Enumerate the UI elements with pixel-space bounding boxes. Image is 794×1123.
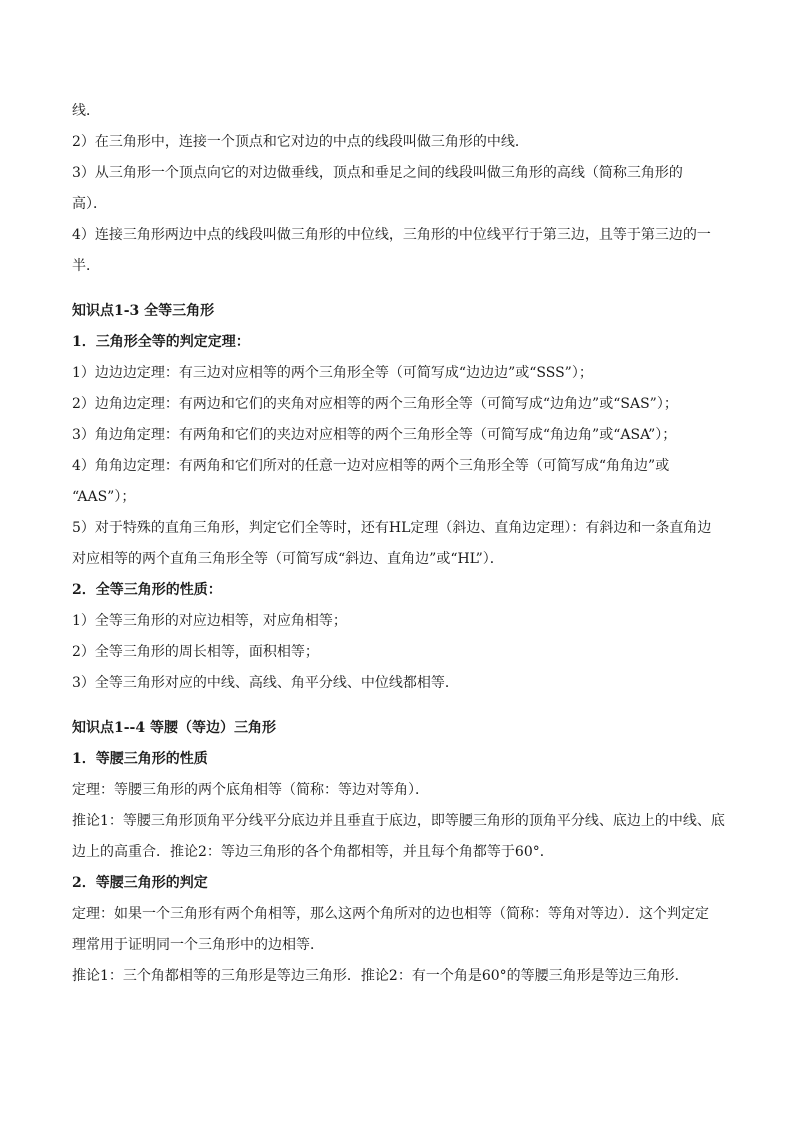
text-line: 高）． bbox=[72, 196, 107, 212]
text-line: 线． bbox=[72, 103, 100, 119]
section-heading-congruent: 知识点1-3 全等三角形 bbox=[72, 303, 215, 319]
text-line: 2）全等三角形的周长相等，面积相等； bbox=[72, 644, 319, 660]
text-line: 理常用于证明同一个三角形中的边相等． bbox=[72, 937, 324, 953]
section-heading-isosceles: 知识点1--4 等腰（等边）三角形 bbox=[72, 720, 276, 736]
text-line: 1）全等三角形的对应边相等，对应角相等； bbox=[72, 613, 347, 629]
text-line: “AAS”）； bbox=[72, 489, 136, 505]
text-line: 边上的高重合．推论2：等边三角形的各个角都相等，并且每个角都等于60°． bbox=[72, 844, 554, 860]
text-line: 推论1：三个角都相等的三角形是等边三角形．推论2：有一个角是60°的等腰三角形是等边三角形． bbox=[72, 968, 689, 984]
text-line: 推论1：等腰三角形顶角平分线平分底边并且垂直于底边，即等腰三角形的顶角平分线、底边上的中线、底 bbox=[72, 813, 725, 829]
text-line: 对应相等的两个直角三角形全等（可简写成“斜边、直角边”或“HL”）． bbox=[72, 551, 504, 567]
text-line: 2）在三角形中，连接一个顶点和它对边的中点的线段叫做三角形的中线． bbox=[72, 134, 529, 150]
subheading-congruence-criteria: 1．三角形全等的判定定理： bbox=[72, 334, 250, 350]
text-line: 5）对于特殊的直角三角形，判定它们全等时，还有HL定理（斜边、直角边定理）：有斜边和一条直角边 bbox=[72, 520, 712, 536]
text-line: 1）边边边定理：有三边对应相等的两个三角形全等（可简写成“边边边”或“SSS”）； bbox=[72, 365, 593, 381]
text-line: 定理：如果一个三角形有两个角相等，那么这两个角所对的边也相等（简称：等角对等边）．这个判定定 bbox=[72, 906, 709, 922]
subheading-isosceles-properties: 1．等腰三角形的性质 bbox=[72, 751, 208, 767]
subheading-congruent-properties: 2．全等三角形的性质： bbox=[72, 582, 222, 598]
text-line: 定理：等腰三角形的两个底角相等（简称：等边对等角）． bbox=[72, 782, 429, 798]
subheading-isosceles-criteria: 2．等腰三角形的判定 bbox=[72, 875, 208, 891]
text-line: 半． bbox=[72, 258, 100, 274]
text-line: 4）连接三角形两边中点的线段叫做三角形的中位线，三角形的中位线平行于第三边，且等于第三边的一 bbox=[72, 227, 711, 243]
section-gap bbox=[72, 282, 727, 296]
section-gap bbox=[72, 699, 727, 713]
text-line: 2）边角边定理：有两边和它们的夹角对应相等的两个三角形全等（可简写成“边角边”或“SAS”）； bbox=[72, 396, 678, 412]
text-line: 4）角角边定理：有两角和它们所对的任意一边对应相等的两个三角形全等（可简写成“角角边”或 bbox=[72, 458, 670, 474]
text-line: 3）角边角定理：有两角和它们的夹边对应相等的两个三角形全等（可简写成“角边角”或“ASA”）； bbox=[72, 427, 677, 443]
document-page bbox=[72, 96, 727, 992]
text-line: 3）全等三角形对应的中线、高线、角平分线、中位线都相等． bbox=[72, 675, 459, 691]
text-line: 3）从三角形一个顶点向它的对边做垂线，顶点和垂足之间的线段叫做三角形的高线（简称三角形的 bbox=[72, 165, 683, 181]
